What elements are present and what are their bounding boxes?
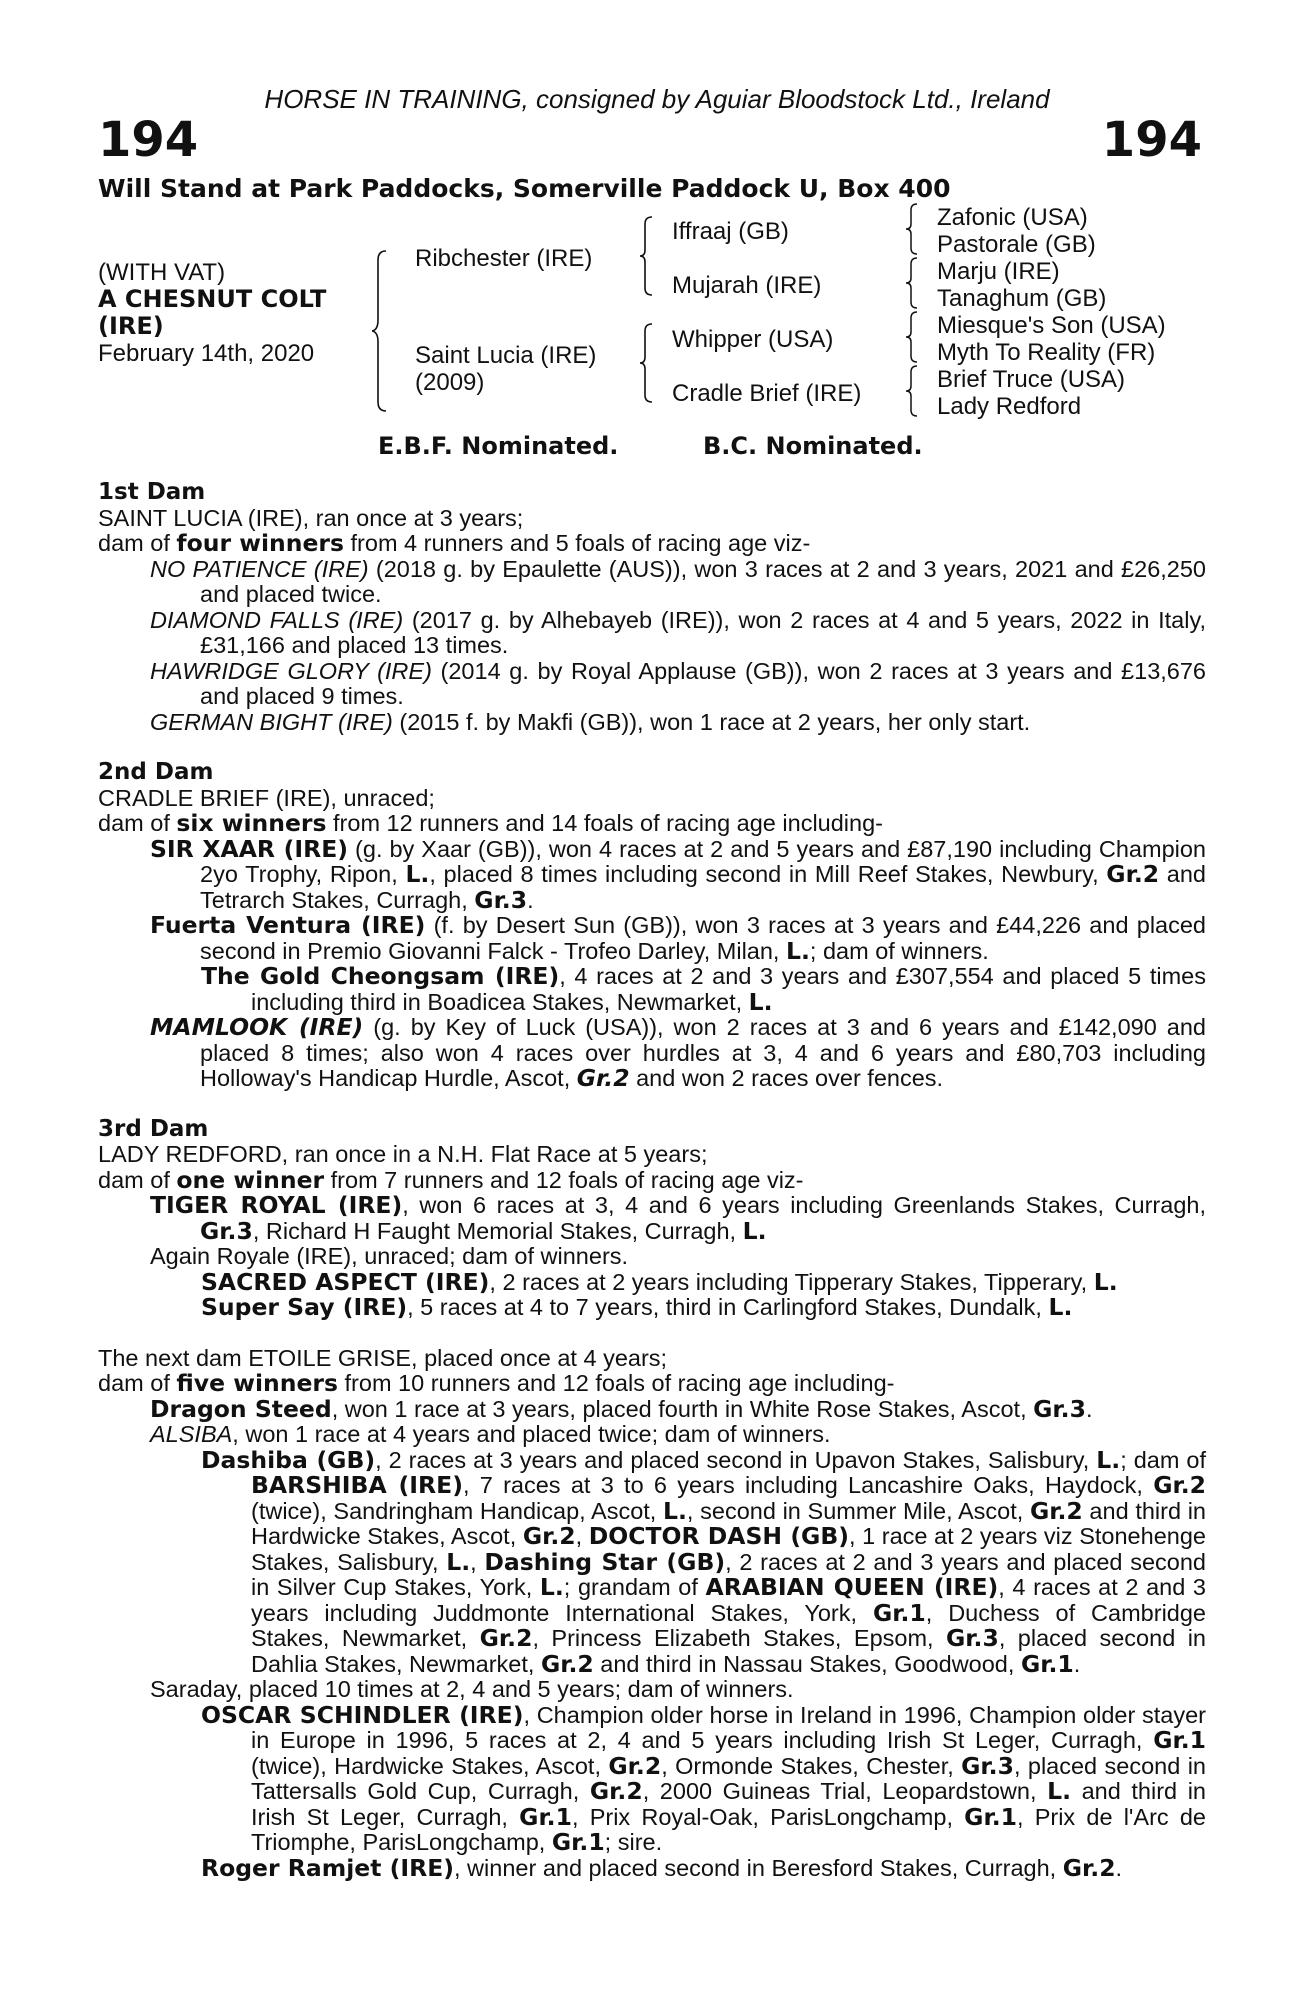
second-dam-produce: Fuerta Ventura (IRE) (f. by Desert Sun (GB)), won 3 races at 3 years and £44,226 and placed second in Premio Giovanni Falck - Trofeo Darley, Milan, L.; dam of winners. bbox=[150, 911, 1206, 965]
second-dam-summary: dam of six winners from 12 runners and 14 foals of racing age including- bbox=[98, 809, 883, 837]
fourth-dam-line: The next dam ETOILE GRISE, placed once at 4 years; bbox=[98, 1344, 668, 1371]
first-dam-produce: NO PATIENCE (IRE) (2018 g. by Epaulette (AUS)), won 3 races at 2 and 3 years, 2021 and £26,250 and placed twice. bbox=[150, 555, 1206, 607]
first-dam-produce: GERMAN BIGHT (IRE) (2015 f. by Makfi (GB)), won 1 race at 2 years, her only start. bbox=[150, 708, 1031, 735]
third-dam-grandproduce: SACRED ASPECT (IRE), 2 races at 2 years including Tipperary Stakes, Tipperary, L. bbox=[201, 1267, 1118, 1296]
pedigree-brace-sd bbox=[906, 257, 920, 309]
first-dam-produce: DIAMOND FALLS (IRE) (2017 g. by Alhebayeb (IRE)), won 2 races at 4 and 5 years, 2022 in Italy, £31,166 and placed 13 times. bbox=[150, 606, 1206, 658]
fourth-dam-grandproduce: Dashiba (GB), 2 races at 3 years and placed second in Upavon Stakes, Salisbury, L.; dam of BARSHIBA (IRE), 7 races at 3 to 6 years including Lancashire Oaks, Haydock, Gr.2 (twice), Sandringham Handicap, Ascot, L., second in Summer Mile, Ascot, Gr.2 and third in Hardwicke Stakes, Ascot, Gr.2, DOCTOR DASH (GB), 1 race at 2 years viz Stonehenge Stakes, Salisbury, L., Dashing Star (GB), 2 races at 2 and 3 years and placed second in Silver Cup Stakes, York, L.; grandam of ARABIAN QUEEN (IRE), 4 races at 2 and 3 years including Juddmonte International Stakes, York, Gr.1, Duchess of Cambridge Stakes, Newmarket, Gr.2, Princess Elizabeth Stakes, Epsom, Gr.3, placed second in Dahlia Stakes, Newmarket, Gr.2 and third in Nassau Stakes, Goodwood, Gr.1. bbox=[201, 1445, 1207, 1678]
fourth-dam-summary: dam of five winners from 10 runners and 12 foals of racing age including- bbox=[98, 1369, 895, 1397]
fourth-dam-produce: Dragon Steed, won 1 race at 3 years, placed fourth in White Rose Stakes, Ascot, Gr.3. bbox=[150, 1394, 1093, 1423]
sire-dam-sire: Marju (IRE) bbox=[937, 258, 1060, 285]
fourth-dam-grandproduce: Roger Ramjet (IRE), winner and placed second in Beresford Stakes, Curragh, Gr.2. bbox=[201, 1853, 1123, 1882]
ebf-nomination: E.B.F. Nominated. bbox=[378, 432, 619, 460]
dam-dam: Cradle Brief (IRE) bbox=[672, 380, 862, 407]
stand-location: Will Stand at Park Paddocks, Somerville Paddock U, Box 400 bbox=[98, 174, 951, 203]
dam-year: (2009) bbox=[415, 369, 485, 396]
sire-dam: Mujarah (IRE) bbox=[672, 272, 822, 299]
dam-sire-sire: Miesque's Son (USA) bbox=[937, 312, 1166, 339]
first-dam-summary: dam of four winners from 4 runners and 5 foals of racing age viz- bbox=[98, 529, 811, 557]
sire-sire-dam: Pastorale (GB) bbox=[937, 231, 1096, 258]
second-dam-line: CRADLE BRIEF (IRE), unraced; bbox=[98, 784, 435, 811]
first-dam-produce: HAWRIDGE GLORY (IRE) (2014 g. by Royal Applause (GB)), won 2 races at 3 years and £13,676 and placed 9 times. bbox=[150, 657, 1206, 709]
pedigree-brace-dam bbox=[640, 323, 656, 403]
bc-nomination: B.C. Nominated. bbox=[703, 432, 923, 460]
horse-name-country: (IRE) bbox=[98, 312, 164, 340]
first-dam-heading: 1st Dam bbox=[98, 479, 206, 505]
lot-number-right: 194 bbox=[1101, 112, 1202, 168]
sire-sire: Iffraaj (GB) bbox=[672, 218, 789, 245]
dam-dam-dam: Lady Redford bbox=[937, 393, 1082, 420]
third-dam-heading: 3rd Dam bbox=[98, 1115, 209, 1142]
third-dam-summary: dam of one winner from 7 runners and 12 foals of racing age viz- bbox=[98, 1165, 804, 1194]
fourth-dam-grandproduce: OSCAR SCHINDLER (IRE), Champion older horse in Ireland in 1996, Champion older stayer in Europe in 1996, 5 races at 2, 4 and 5 years including Irish St Leger, Curragh, Gr.1 (twice), Hardwicke Stakes, Ascot, Gr.2, Ormonde Stakes, Chester, Gr.3, placed second in Tattersalls Gold Cup, Curragh, Gr.2, 2000 Guineas Trial, Leopardstown, L. and third in Irish St Leger, Curragh, Gr.1, Prix Royal-Oak, ParisLongchamp, Gr.1, Prix de l'Arc de Triomphe, ParisLongchamp, Gr.1; sire. bbox=[201, 1700, 1207, 1856]
vat-note: (WITH VAT) bbox=[98, 259, 226, 286]
second-dam-produce: SIR XAAR (IRE) (g. by Xaar (GB)), won 4 races at 2 and 5 years and £87,190 including Champion 2yo Trophy, Ripon, L., placed 8 times including second in Mill Reef Stakes, Newbury, Gr.2 and Tetrarch Stakes, Curragh, Gr.3. bbox=[150, 834, 1206, 914]
catalogue-body bbox=[98, 480, 1206, 1881]
sire: Ribchester (IRE) bbox=[415, 245, 593, 272]
dam-dam-sire: Brief Truce (USA) bbox=[937, 366, 1126, 393]
sire-dam-dam: Tanaghum (GB) bbox=[937, 285, 1107, 312]
third-dam-grandproduce: Super Say (IRE), 5 races at 4 to 7 years, third in Carlingford Stakes, Dundalk, L. bbox=[201, 1293, 1073, 1321]
second-dam-produce: MAMLOOK (IRE) (g. by Key of Luck (USA)), won 2 races at 3 and 6 years and £142,090 and placed 8 times; also won 4 races over hurdles at 3, 4 and 6 years and £80,703 including Holloway's Handicap Hurdle, Ascot, Gr.2 and won 2 races over fences. bbox=[150, 1013, 1206, 1092]
lot-number-left: 194 bbox=[98, 112, 199, 168]
third-dam-line: LADY REDFORD, ran once in a N.H. Flat Race at 5 years; bbox=[98, 1141, 708, 1167]
dam-sire: Whipper (USA) bbox=[672, 326, 834, 353]
foaling-date: February 14th, 2020 bbox=[98, 340, 315, 367]
pedigree-brace-sire bbox=[640, 216, 656, 296]
third-dam-produce: TIGER ROYAL (IRE), won 6 races at 3, 4 and 6 years including Greenlands Stakes, Curragh, Gr.3, Richard H Faught Memorial Stakes, Curragh, L. bbox=[150, 1191, 1206, 1245]
horse-name: A CHESNUT COLT bbox=[98, 285, 327, 313]
pedigree-brace-dd bbox=[906, 365, 920, 417]
consignment-line: HORSE IN TRAINING, consigned by Aguiar Bloodstock Ltd., Ireland bbox=[264, 84, 1050, 114]
pedigree-brace-main bbox=[372, 250, 392, 412]
fourth-dam-produce: Saraday, placed 10 times at 2, 4 and 5 years; dam of winners. bbox=[150, 1676, 794, 1702]
dam-sire-dam: Myth To Reality (FR) bbox=[937, 339, 1156, 366]
pedigree-brace-ss bbox=[906, 203, 920, 255]
sire-sire-sire: Zafonic (USA) bbox=[937, 204, 1088, 231]
third-dam-produce: Again Royale (IRE), unraced; dam of winners. bbox=[150, 1243, 629, 1269]
second-dam-heading: 2nd Dam bbox=[98, 759, 214, 785]
dam: Saint Lucia (IRE) bbox=[415, 342, 597, 369]
fourth-dam-produce: ALSIBA, won 1 race at 4 years and placed twice; dam of winners. bbox=[150, 1421, 831, 1447]
second-dam-grandproduce: The Gold Cheongsam (IRE), 4 races at 2 and 3 years and £307,554 and placed 5 times including third in Boadicea Stakes, Newmarket, L. bbox=[201, 962, 1206, 1016]
first-dam-line: SAINT LUCIA (IRE), ran once at 3 years; bbox=[98, 504, 524, 531]
pedigree-brace-ds bbox=[906, 311, 920, 363]
